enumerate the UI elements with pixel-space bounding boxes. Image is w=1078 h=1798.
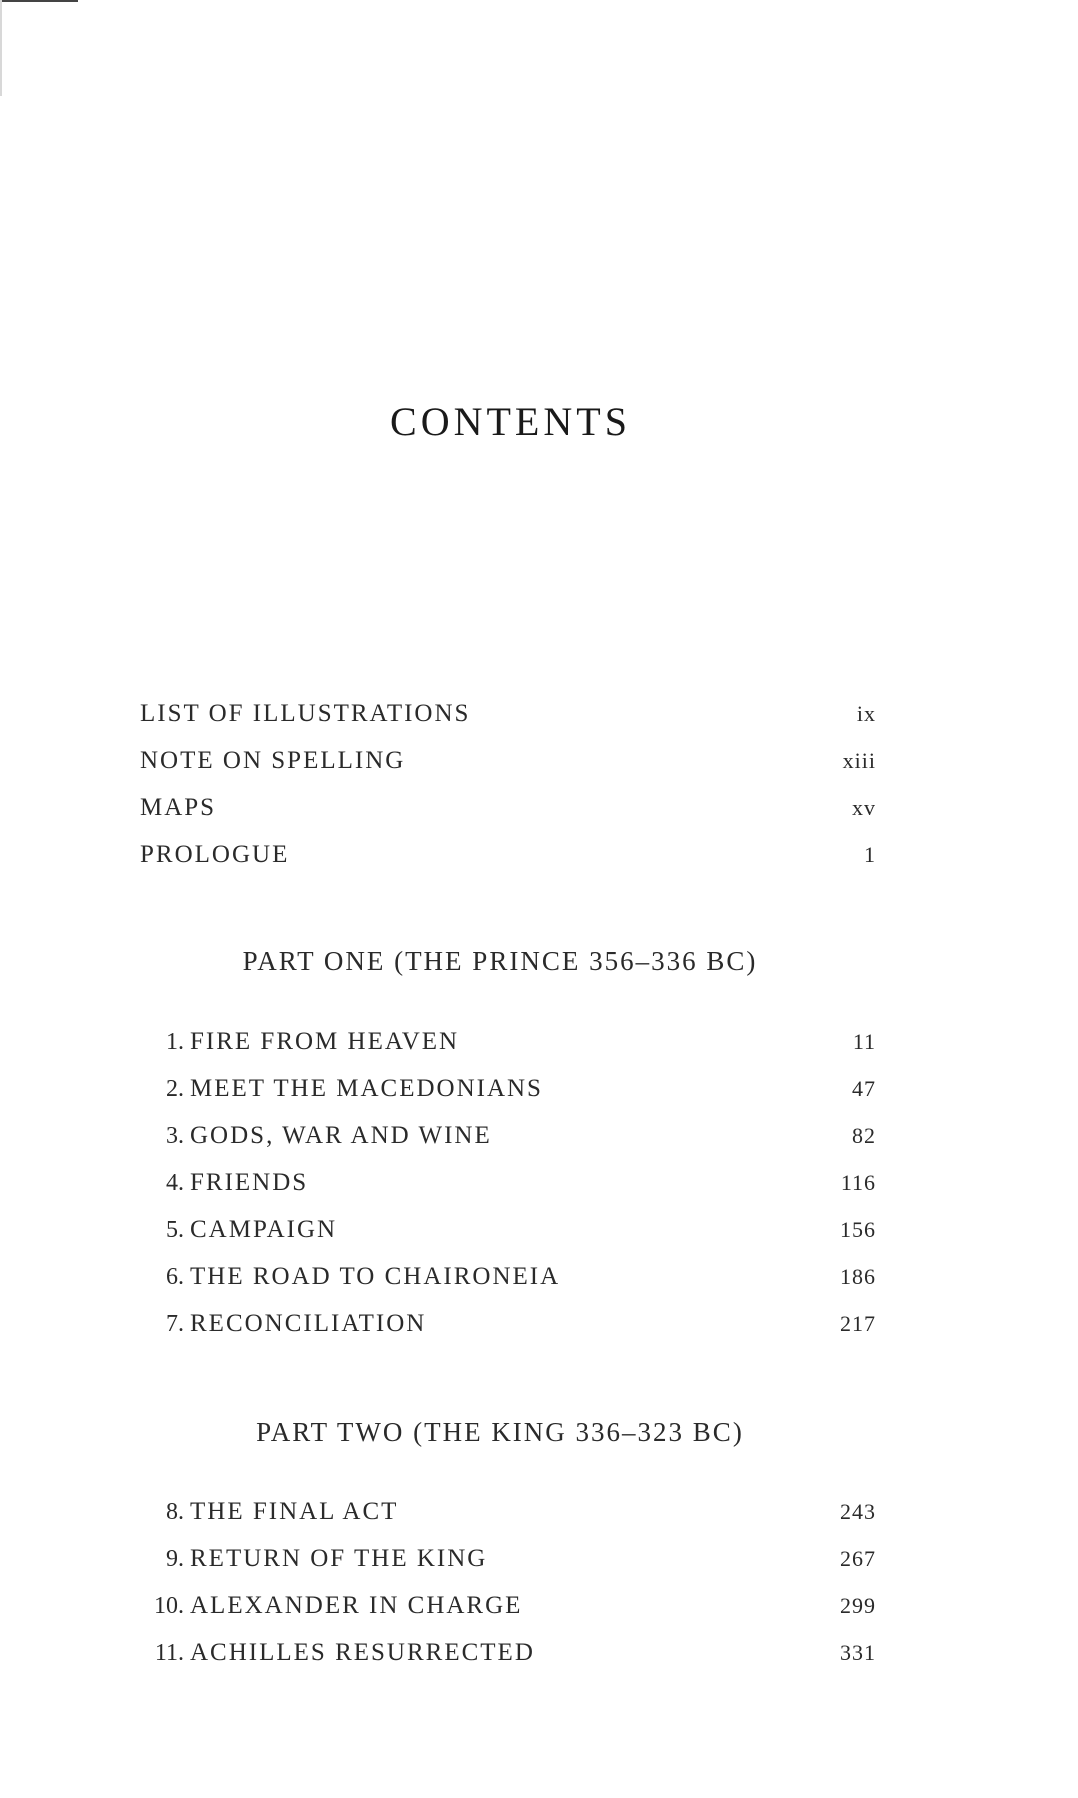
chapter-number: 7. [166, 1311, 184, 1337]
chapter-page: 116 [840, 1170, 876, 1195]
chapter-entry[interactable] [134, 1260, 876, 1294]
chapter-page: 47 [852, 1076, 876, 1101]
toc-entry[interactable] [140, 791, 876, 825]
chapter-page: 267 [840, 1546, 876, 1571]
chapter-page: 156 [840, 1217, 876, 1242]
chapter-title: ACHILLES RESURRECTED [190, 1639, 535, 1666]
chapter-title: ALEXANDER IN CHARGE [190, 1592, 523, 1619]
chapter-number: 1. [166, 1029, 184, 1055]
toc-entry-page: 1 [864, 842, 876, 867]
chapter-entry[interactable] [134, 1025, 876, 1059]
chapter-number: 8. [166, 1499, 184, 1525]
toc-entry-label: LIST OF ILLUSTRATIONS [140, 700, 471, 727]
part-one-heading: PART ONE (THE PRINCE 356–336 BC) [242, 946, 758, 976]
toc-entry[interactable] [140, 697, 876, 731]
chapter-title: RETURN OF THE KING [190, 1545, 488, 1572]
chapter-entry[interactable] [134, 1072, 876, 1106]
chapter-entry[interactable] [134, 1589, 876, 1623]
toc-entry[interactable] [140, 838, 876, 872]
chapter-page: 243 [840, 1499, 876, 1524]
part-two-heading: PART TWO (THE KING 336–323 BC) [256, 1417, 744, 1447]
chapter-title: THE ROAD TO CHAIRONEIA [190, 1263, 561, 1290]
page-title: CONTENTS [390, 399, 631, 444]
chapter-title: GODS, WAR AND WINE [190, 1122, 492, 1149]
chapter-title: CAMPAIGN [190, 1216, 338, 1243]
chapter-entry[interactable] [134, 1119, 876, 1153]
chapter-page: 11 [852, 1029, 876, 1054]
chapter-number: 6. [166, 1264, 184, 1290]
chapter-page: 299 [840, 1593, 876, 1618]
chapter-number: 2. [166, 1076, 184, 1102]
chapter-title: THE FINAL ACT [190, 1498, 399, 1525]
chapter-number: 3. [166, 1123, 184, 1149]
toc-entry-label: PROLOGUE [140, 841, 290, 868]
chapter-title: MEET THE MACEDONIANS [190, 1075, 543, 1102]
chapter-title: FIRE FROM HEAVEN [190, 1028, 460, 1055]
chapter-page: 331 [840, 1640, 876, 1665]
chapter-entry[interactable] [134, 1213, 876, 1247]
chapter-title: FRIENDS [190, 1169, 309, 1196]
toc-entry[interactable] [140, 744, 876, 778]
chapter-entry[interactable] [134, 1307, 876, 1341]
toc-entry-label: NOTE ON SPELLING [140, 747, 406, 774]
chapter-entry[interactable] [134, 1542, 876, 1576]
chapter-page: 186 [840, 1264, 876, 1289]
chapter-entry[interactable] [134, 1636, 876, 1670]
chapter-page: 82 [852, 1123, 876, 1148]
chapter-entry[interactable] [134, 1495, 876, 1529]
chapter-title: RECONCILIATION [190, 1310, 427, 1337]
chapter-number: 4. [166, 1170, 184, 1196]
page-edge-mark [0, 0, 2, 96]
toc-entry-label: MAPS [140, 794, 217, 821]
chapter-page: 217 [840, 1311, 876, 1336]
chapter-number: 5. [166, 1217, 184, 1243]
chapter-number: 10. [154, 1593, 184, 1619]
page-corner-mark [0, 0, 78, 2]
toc-entry-page: ix [856, 701, 876, 726]
chapter-entry[interactable] [134, 1166, 876, 1200]
chapter-number: 11. [154, 1640, 184, 1666]
toc-entry-page: xiii [842, 748, 876, 773]
chapter-number: 9. [166, 1546, 184, 1572]
toc-entry-page: xv [852, 795, 876, 820]
